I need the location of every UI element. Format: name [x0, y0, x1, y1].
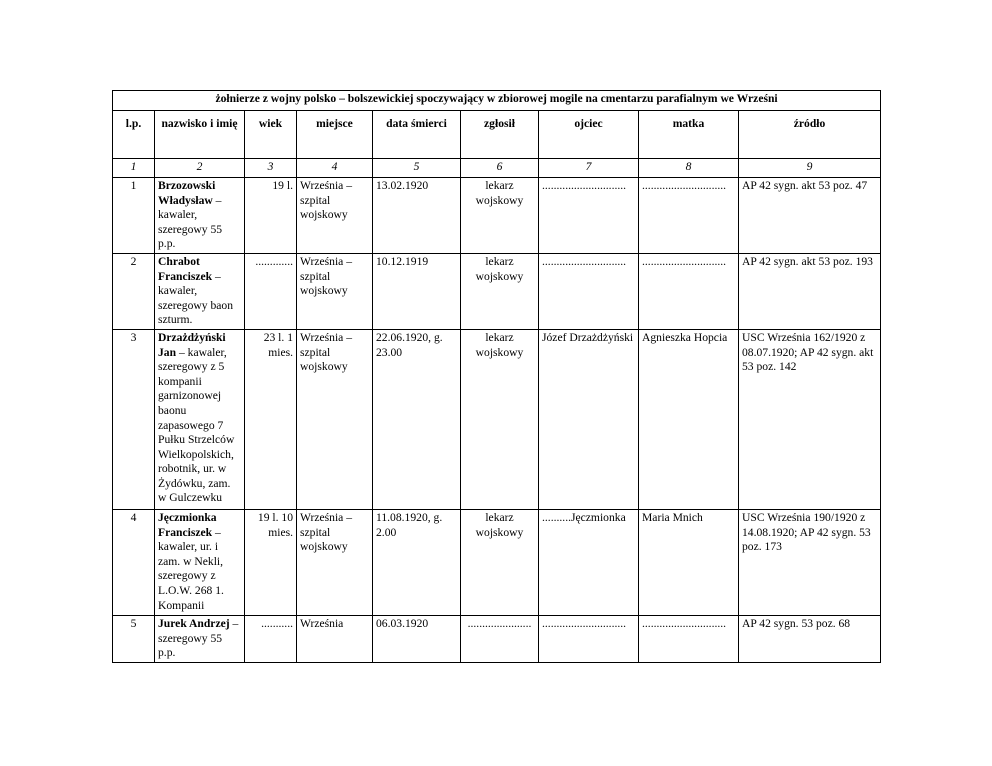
cell-place: Września — [297, 615, 373, 662]
column-number-row — [113, 159, 881, 178]
column-number: 6 — [461, 159, 539, 178]
cell-age: ............. — [245, 253, 297, 329]
cell-source: USC Września 190/1920 z 14.08.1920; AP 42 sygn. 53 poz. 173 — [739, 509, 881, 615]
cell-mother: Agnieszka Hopcia — [639, 329, 739, 509]
cell-reported-by: ...................... — [461, 615, 539, 662]
person-name: Brzozowski Władysław — [158, 179, 216, 207]
person-description: – szeregowy 55 p.p. — [158, 616, 239, 660]
cell-name — [155, 253, 245, 329]
cell-death-date: 22.06.1920, g. 23.00 — [373, 329, 461, 509]
cell-lp: 3 — [113, 329, 155, 509]
cell-name — [155, 615, 245, 662]
cell-source: USC Września 162/1920 z 08.07.1920; AP 42 sygn. akt 53 poz. 142 — [739, 329, 881, 509]
column-number: 2 — [155, 159, 245, 178]
cell-age: 19 l. 10 mies. — [245, 509, 297, 615]
header-source: źródło — [739, 111, 881, 159]
table-title: żołnierze z wojny polsko – bolszewickiej spoczywający w zbiorowej mogile na cmentarzu parafialnym we Wrześni — [113, 91, 881, 111]
table-row — [113, 253, 881, 329]
person-name: Chrabot Franciszek — [158, 254, 213, 283]
table-row — [113, 178, 881, 254]
cell-source: AP 42 sygn. akt 53 poz. 47 — [739, 178, 881, 254]
header-row — [113, 111, 881, 159]
cell-age: ........... — [245, 615, 297, 662]
column-number: 7 — [539, 159, 639, 178]
cell-name — [155, 509, 245, 615]
cell-father: Józef Drzażdżyński — [539, 329, 639, 509]
cell-father: ............................. — [539, 615, 639, 662]
cell-lp: 4 — [113, 509, 155, 615]
cell-age: 23 l. 1 mies. — [245, 329, 297, 509]
table-row — [113, 615, 881, 662]
cell-reported-by: lekarz wojskowy — [461, 253, 539, 329]
cell-place: Września – szpital wojskowy — [297, 509, 373, 615]
header-reported-by: zgłosił — [461, 111, 539, 159]
cell-name — [155, 178, 245, 254]
cell-reported-by: lekarz wojskowy — [461, 329, 539, 509]
column-number: 9 — [739, 159, 881, 178]
cell-lp: 1 — [113, 178, 155, 254]
cell-reported-by: lekarz wojskowy — [461, 178, 539, 254]
header-name: nazwisko i imię — [155, 111, 245, 159]
cell-mother: ............................. — [639, 178, 739, 254]
cell-name — [155, 329, 245, 509]
cell-source: AP 42 sygn. akt 53 poz. 193 — [739, 253, 881, 329]
table-row — [113, 329, 881, 509]
cell-mother: Maria Mnich — [639, 509, 739, 615]
person-description: – kawaler, szeregowy z 5 kompanii garnizonowej baonu zapasowego 7 Pułku Strzelców Wielkopolskich, robotnik, ur. w Żydówku, zam. w Gulczewku — [158, 345, 235, 505]
person-name: Jurek Andrzej — [158, 616, 230, 630]
column-number: 3 — [245, 159, 297, 178]
column-number: 1 — [113, 159, 155, 178]
column-number: 5 — [373, 159, 461, 178]
header-place: miejsce — [297, 111, 373, 159]
person-description: – kawaler, szeregowy baon szturm. — [158, 269, 234, 327]
cell-death-date: 13.02.1920 — [373, 178, 461, 254]
cell-death-date: 06.03.1920 — [373, 615, 461, 662]
person-name: Jęczmionka Franciszek — [158, 510, 217, 539]
cell-death-date: 10.12.1919 — [373, 253, 461, 329]
column-number: 4 — [297, 159, 373, 178]
cell-age: 19 l. — [245, 178, 297, 254]
header-father: ojciec — [539, 111, 639, 159]
cell-reported-by: lekarz wojskowy — [461, 509, 539, 615]
burial-register-table — [112, 90, 881, 663]
table-row — [113, 509, 881, 615]
cell-mother: ............................. — [639, 253, 739, 329]
cell-father: ..........Jęczmionka — [539, 509, 639, 615]
person-description: – kawaler, ur. i zam. w Nekli, szeregowy z L.O.W. 268 1. Kompanii — [158, 525, 224, 612]
cell-mother: ............................. — [639, 615, 739, 662]
header-lp: l.p. — [113, 111, 155, 159]
person-description: – kawaler, szeregowy 55 p.p. — [158, 193, 223, 251]
cell-lp: 2 — [113, 253, 155, 329]
cell-place: Września – szpital wojskowy — [297, 178, 373, 254]
cell-place: Września – szpital wojskowy — [297, 329, 373, 509]
person-name: Drzażdżyński Jan — [158, 330, 226, 359]
header-mother: matka — [639, 111, 739, 159]
cell-lp: 5 — [113, 615, 155, 662]
cell-source: AP 42 sygn. 53 poz. 68 — [739, 615, 881, 662]
cell-father: ............................. — [539, 253, 639, 329]
cell-place: Września – szpital wojskowy — [297, 253, 373, 329]
header-age: wiek — [245, 111, 297, 159]
header-death-date: data śmierci — [373, 111, 461, 159]
column-number: 8 — [639, 159, 739, 178]
cell-father: ............................. — [539, 178, 639, 254]
cell-death-date: 11.08.1920, g. 2.00 — [373, 509, 461, 615]
